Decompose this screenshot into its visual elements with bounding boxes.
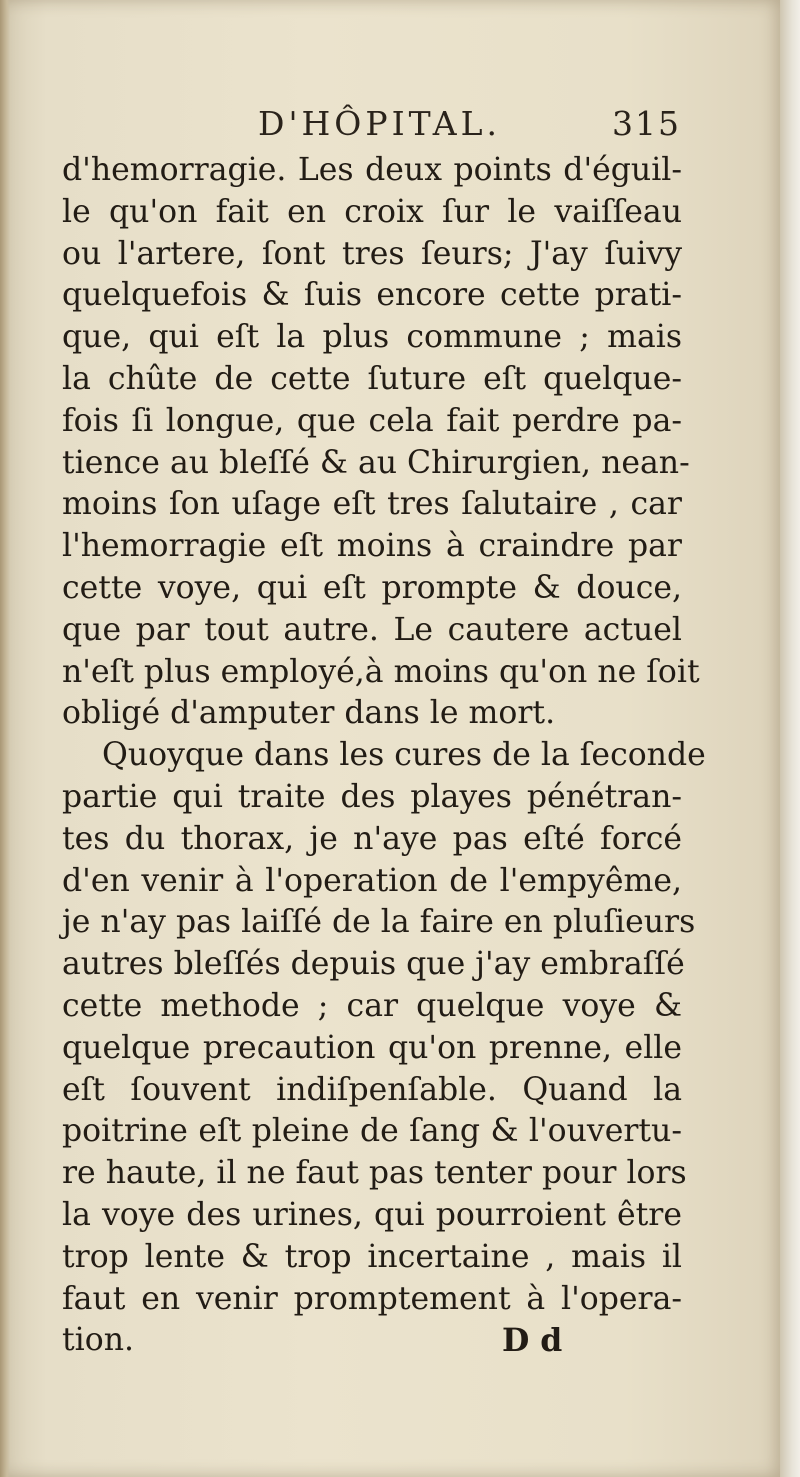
text-line-17: tes du thorax, je n'aye pas eſté forcé <box>62 820 682 857</box>
text-line-18: d'en venir à l'operation de l'empyême, <box>62 862 682 899</box>
text-line-7: fois ſi longue, que cela fait perdre pa- <box>62 402 682 439</box>
text-line-19: je n'ay pas laiſſé de la faire en pluſieurs <box>62 904 696 941</box>
text-line-23: eſt ſouvent indiſpenſable. Quand la <box>62 1071 682 1108</box>
text-line-28: faut en venir promptement à l'opera- <box>62 1280 682 1317</box>
final-line: tion. <box>62 1322 134 1359</box>
text-line-15: Quoyque dans les cures de la ſeconde <box>102 737 706 774</box>
text-line-4: quelquefois & ſuis encore cette prati- <box>62 277 682 314</box>
text-line-12: que par tout autre. Le cautere actuel <box>62 611 682 648</box>
final-line-row <box>62 1320 682 1362</box>
text-line-25: re haute, il ne faut pas tenter pour lors <box>62 1155 687 1192</box>
text-line-11: cette voye, qui eſt prompte & douce, <box>62 569 682 606</box>
text-line-16: partie qui traite des playes pénétran- <box>62 778 682 815</box>
text-line-24: poitrine eſt pleine de ſang & l'ouvertu- <box>62 1113 682 1150</box>
text-line-26: la voye des urines, qui pourroient être <box>62 1196 682 1233</box>
text-line-8: tience au bleſſé & au Chirurgien, nean- <box>62 444 690 481</box>
page-header <box>0 104 780 148</box>
text-line-14: obligé d'amputer dans le mort. <box>62 695 556 732</box>
text-line-20: autres bleſſés depuis que j'ay embraſſé <box>62 946 685 983</box>
page-edge <box>780 0 800 1477</box>
text-line-9: moins ſon uſage eſt tres ſalutaire , car <box>62 486 682 523</box>
page-number: 315 <box>612 104 681 143</box>
text-line-6: la chûte de cette ſuture eſt quelque- <box>62 360 682 397</box>
text-line-3: ou l'artere, ſont tres ſeurs; J'ay ſuivy <box>62 235 682 272</box>
body-text <box>62 150 706 1362</box>
text-line-10: l'hemorragie eſt moins à craindre par <box>62 528 682 565</box>
signature-mark: D d <box>502 1322 563 1360</box>
text-line-22: quelque precaution qu'on prenne, elle <box>62 1029 682 1066</box>
text-line-2: le qu'on fait en croix ſur le vaiſſeau <box>62 193 682 230</box>
text-line-27: trop lente & trop incertaine , mais il <box>62 1238 682 1275</box>
text-line-21: cette methode ; car quelque voye & <box>62 987 682 1024</box>
page-gutter <box>0 0 10 1477</box>
running-head: D'HÔPITAL. <box>258 104 502 143</box>
text-line-5: que, qui eſt la plus commune ; mais <box>62 319 682 356</box>
text-line-13: n'eſt plus employé,à moins qu'on ne ſoit <box>62 653 700 690</box>
text-line-1: d'hemorragie. Les deux points d'éguil- <box>62 152 682 188</box>
